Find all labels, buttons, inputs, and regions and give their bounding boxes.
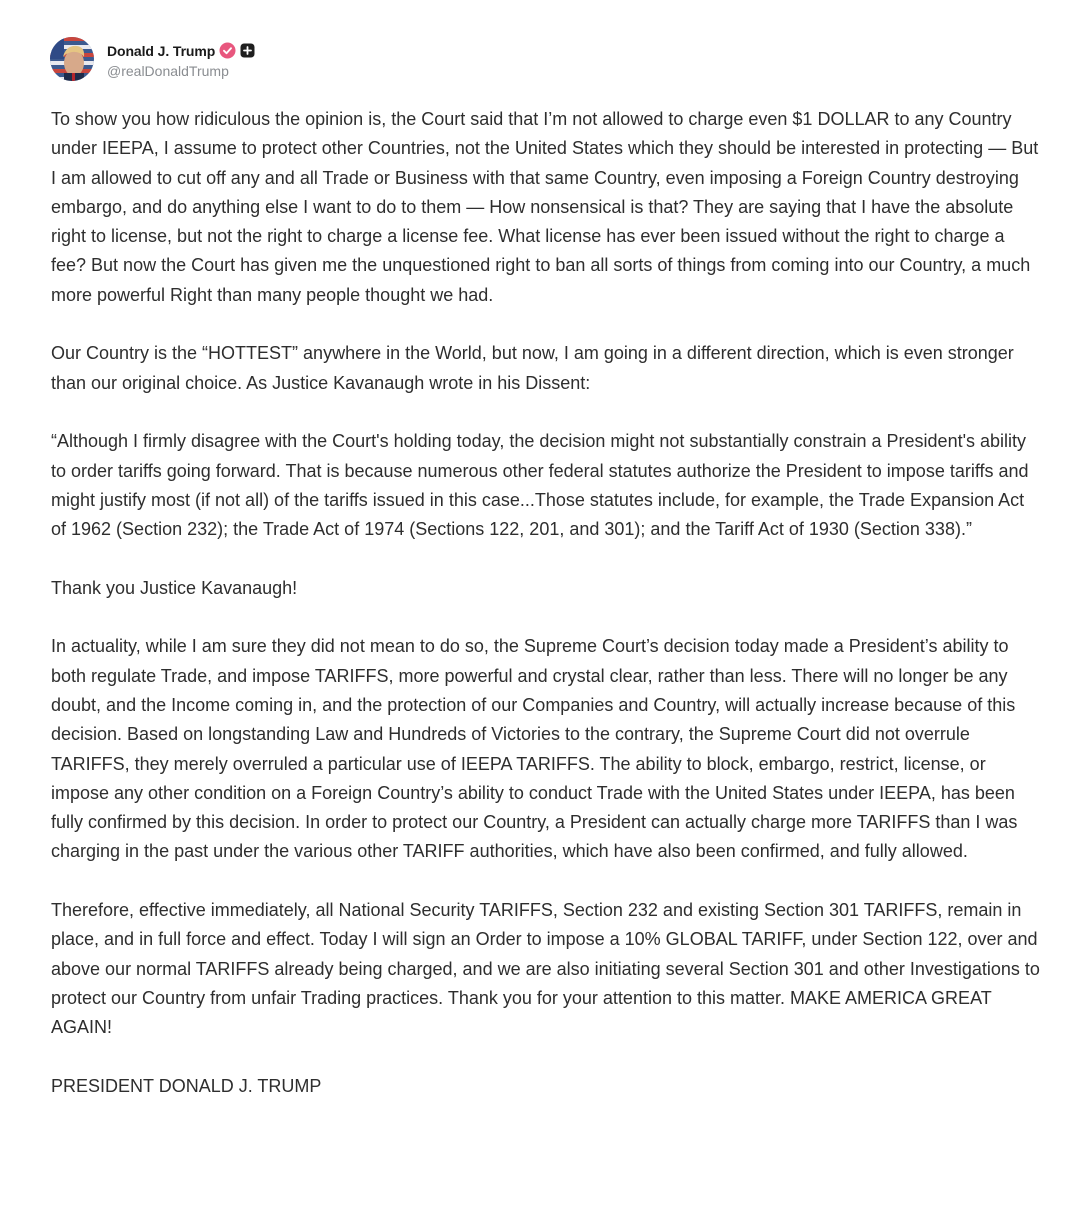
author-display-name[interactable]: Donald J. Trump [107,42,216,59]
add-follow-icon[interactable] [240,43,255,58]
post-header [50,36,255,82]
post-paragraph: “Although I firmly disagree with the Court's holding today, the decision might not substantially constrain a President's ability to order tariffs going forward. That is because numerous other federal statutes authorize the President to impose tariffs and might justify most (if not all) of the tariffs issued in this case...Those statutes include, for example, the Trade Expansion Act of 1962 (Section 232); the Trade Act of 1974 (Sections 122, 201, and 301); and the Tariff Act of 1930 (Section 338).” [51,431,1029,540]
post-paragraph: Thank you Justice Kavanaugh! [51,577,298,598]
author-identity [107,40,255,79]
author-handle[interactable]: @realDonaldTrump [107,62,229,79]
post-signature: PRESIDENT DONALD J. TRUMP [51,1075,322,1096]
post-paragraph: Our Country is the “HOTTEST” anywhere in the World, but now, I am going in a different direction, which is even stronger than our original choice. As Justice Kavanaugh wrote in his Dissent: [51,343,1014,393]
name-row [107,40,255,62]
post-paragraph: To show you how ridiculous the opinion is, the Court said that I’m not allowed to charge even $1 DOLLAR to any Country under IEEPA, I assume to protect other Countries, not the United States which they should be interested in protecting — But I am allowed to cut off any and all Trade or Business with that same Country, even imposing a Foreign Country destroying embargo, and do anything else I want to do to them — How nonsensical is that? They are saying that I have the absolute right to license, but not the right to charge a license fee. What license has ever been issued without the right to charge a fee? But now the Court has given me the unquestioned right to ban all sorts of things from coming into our Country, a much more powerful Right than many people thought we had. [51,109,1039,305]
avatar-image [50,37,94,81]
post-paragraph: Therefore, effective immediately, all National Security TARIFFS, Section 232 and existing Section 301 TARIFFS, remain in place, and in full force and effect. Today I will sign an Order to impose a 10% GLOBAL TARIFF, under Section 122, over and above our normal TARIFFS already being charged, and we are also initiating several Section 301 and other Investigations to protect our Country from unfair Trading practices. Thank you for your attention to this matter. MAKE AMERICA GREAT AGAIN! [51,900,1040,1038]
verified-badge-icon [219,42,236,59]
post-body [51,105,1041,1101]
avatar[interactable] [50,37,94,81]
post-paragraph: In actuality, while I am sure they did not mean to do so, the Supreme Court’s decision today made a President’s ability to both regulate Trade, and impose TARIFFS, more powerful and crystal clear, rather than less. There will no longer be any doubt, and the Income coming in, and the protection of our Companies and Country, will actually increase because of this decision. Based on longstanding Law and Hundreds of Victories to the contrary, the Supreme Court did not overrule TARIFFS, they merely overruled a particular use of IEEPA TARIFFS. The ability to block, embargo, restrict, license, or impose any other condition on a Foreign Country’s ability to conduct Trade with the United States under IEEPA, has been fully confirmed by this decision. In order to protect our Country, a President can actually charge more TARIFFS than I was charging in the past under the various other TARIFF authorities, which have also been confirmed, and fully allowed. [51,636,1018,862]
